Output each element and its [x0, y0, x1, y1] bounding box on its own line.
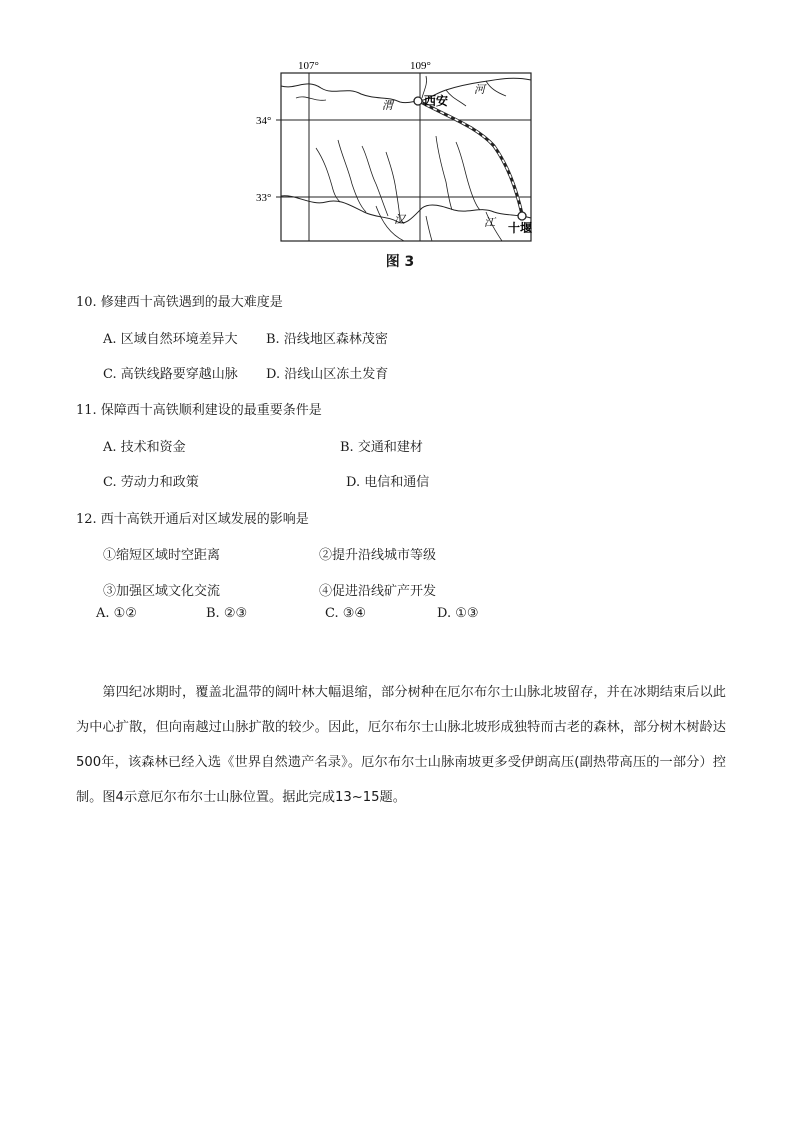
han-tributary [316, 148, 340, 202]
han-tributary [456, 142, 480, 210]
question-12-option-a: A. ①② [96, 606, 137, 621]
question-12-statement-4: ④促进沿线矿产开发 [319, 584, 437, 599]
wei-river [281, 78, 531, 102]
question-10-option-b: B. 沿线地区森林茂密 [266, 332, 388, 347]
question-10-stem: 10. 修建西十高铁遇到的最大难度是 [76, 295, 283, 310]
question-11-option-b: B. 交通和建材 [340, 440, 423, 455]
wei-tributary [296, 97, 326, 100]
wei-tributary [446, 90, 466, 106]
question-11-option-c: C. 劳动力和政策 [103, 475, 199, 490]
map-figure-3 [256, 56, 538, 246]
question-12-option-b: B. ②③ [206, 606, 248, 621]
han-tributary [426, 216, 432, 241]
wei-tributary [486, 81, 506, 96]
han-tributary [386, 152, 400, 222]
river-label-han: 汉 [394, 213, 405, 226]
lat-label-34: 34° [256, 115, 272, 127]
han-tributary [338, 140, 366, 212]
question-12-statement-1: ①缩短区域时空距离 [103, 548, 221, 563]
question-11-option-d: D. 电信和通信 [346, 475, 430, 490]
question-11-option-a: A. 技术和资金 [103, 440, 186, 455]
question-12-option-c: C. ③④ [325, 606, 367, 621]
han-tributary [436, 136, 452, 210]
lon-label-107: 107° [298, 60, 319, 72]
figure-caption: 图 3 [385, 254, 415, 270]
question-12-statement-3: ③加强区域文化交流 [103, 584, 221, 599]
lon-label-109: 109° [410, 60, 431, 72]
xian-label: 西安 [424, 94, 449, 108]
river-label-he: 河 [474, 83, 485, 96]
question-12-option-d: D. ①③ [437, 606, 479, 621]
river-label-jiang: 江 [484, 216, 495, 229]
question-10-option-a: A. 区域自然环境差异大 [103, 332, 238, 347]
question-12-statement-2: ②提升沿线城市等级 [319, 548, 437, 563]
lat-label-33: 33° [256, 192, 272, 204]
question-11-stem: 11. 保障西十高铁顺利建设的最重要条件是 [76, 403, 322, 418]
question-10-option-d: D. 沿线山区冻土发育 [266, 367, 389, 382]
xian-city-marker [414, 97, 422, 105]
map-svg [256, 56, 538, 246]
river-label-wei: 渭 [382, 99, 393, 112]
shiyan-label: 十堰 [508, 221, 533, 235]
shiyan-city-marker [518, 212, 526, 220]
question-10-option-c: C. 高铁线路要穿越山脉 [103, 367, 238, 382]
question-12-stem: 12. 西十高铁开通后对区域发展的影响是 [76, 512, 309, 527]
passage-paragraph: 第四纪冰期时，覆盖北温带的阔叶林大幅退缩，部分树种在厄尔布尔士山脉北坡留存，并在冰期结束后以此为中心扩散，但向南越过山脉扩散的较少。因此，厄尔布尔士山脉北坡形成独特而古老的森林，部分树木树龄达500年，该森林已经入选《世界自然遗产名录》。厄尔布尔士山脉南坡更多受伊朗高压(副热带高压的一部分）控制。图4示意厄尔布尔士山脉位置。据此完成13~15题。 [76, 685, 726, 805]
han-tributary [362, 146, 388, 216]
